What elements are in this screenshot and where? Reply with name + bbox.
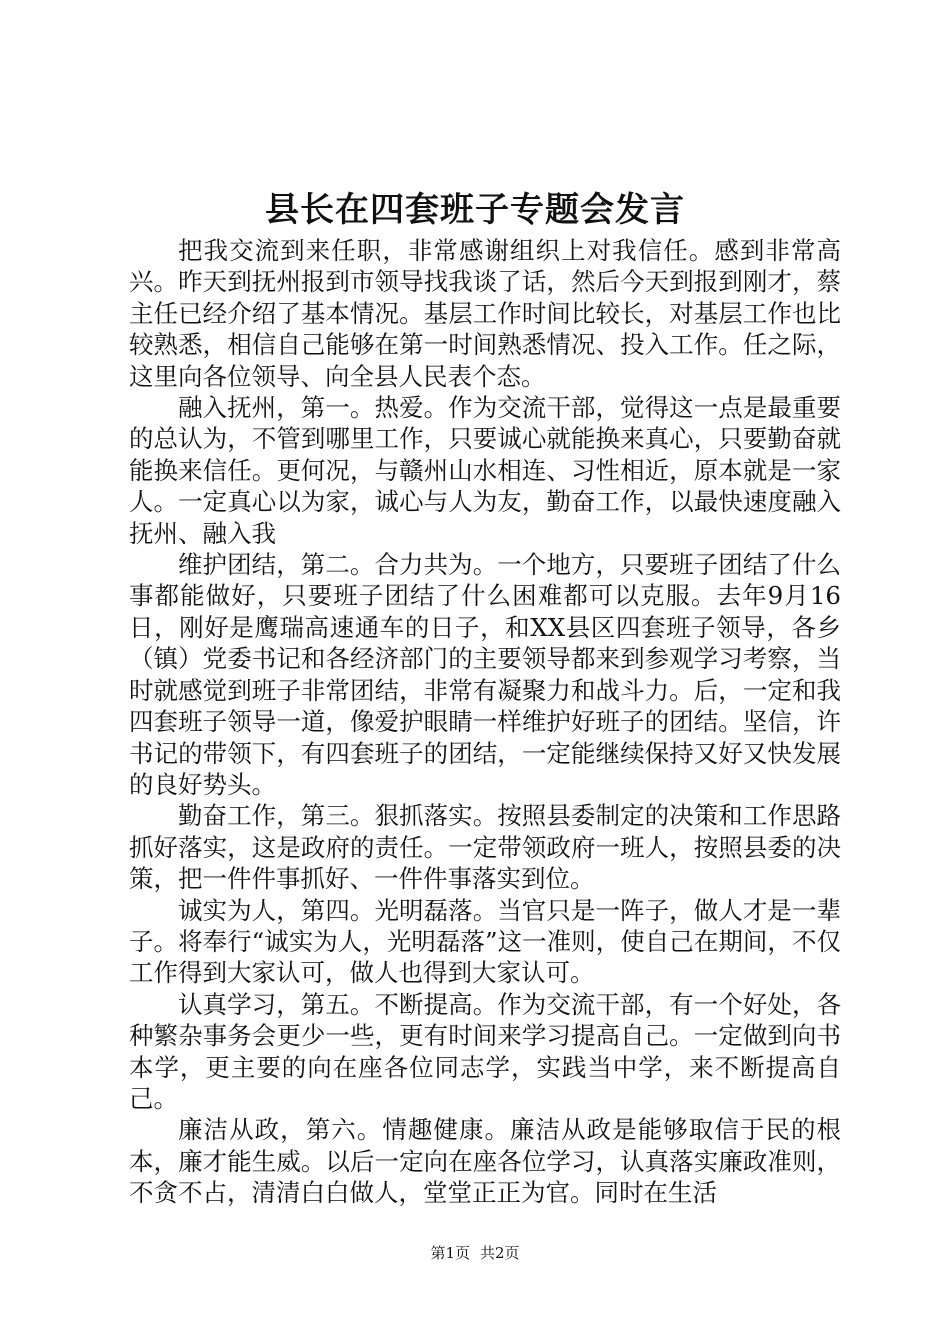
page-number-current: 第1页 [430,1244,470,1262]
page-footer [0,1243,950,1263]
paragraph: 诚实为人，第四。光明磊落。当官只是一阵子，做人才是一辈子。将奉行“诚实为人，光明磊落”这一准则，使自己在期间，不仅工作得到大家认可，做人也得到大家认可。 [129,895,841,988]
page-number-total: 共2页 [480,1244,520,1262]
paragraph: 把我交流到来任职，非常感谢组织上对我信任。感到非常高兴。昨天到抚州报到市领导找我谈了话，然后今天到报到刚才，蔡主任已经介绍了基本情况。基层工作时间比较长，对基层工作也比较熟悉，相信自己能够在第一时间熟悉情况、投入工作。任之际，这里向各位领导、向全县人民表个态。 [129,236,841,391]
paragraph: 融入抚州，第一。热爱。作为交流干部，觉得这一点是最重要的总认为，不管到哪里工作，只要诚心就能换来真心，只要勤奋就能换来信任。更何况，与赣州山水相连、习性相近，原本就是一家人。一定真心以为家，诚心与人为友，勤奋工作，以最快速度融入抚州、融入我 [129,393,841,548]
paragraph: 廉洁从政，第六。情趣健康。廉洁从政是能够取信于民的根本，廉才能生威。以后一定向在座各位学习，认真落实廉政准则，不贪不占，清清白白做人，堂堂正正为官。同时在生活 [129,1115,841,1208]
paragraph: 维护团结，第二。合力共为。一个地方，只要班子团结了什么事都能做好，只要班子团结了什么困难都可以克服。去年9月16日，刚好是鹰瑞高速通车的日子，和XX县区四套班子领导，各乡（镇）党委书记和各经济部门的主要领导都来到参观学习考察，当时就感觉到班子非常团结，非常有凝聚力和战斗力。后，一定和我四套班子领导一道，像爱护眼睛一样维护好班子的团结。坚信，许书记的带领下，有四套班子的团结，一定能继续保持又好又快发展的良好势头。 [129,550,841,799]
document-body [129,235,841,1209]
paragraph: 认真学习，第五。不断提高。作为交流干部，有一个好处，各种繁杂事务会更少一些，更有时间来学习提高自己。一定做到向书本学，更主要的向在座各位同志学，实践当中学，来不断提高自己。 [129,989,841,1113]
page-title: 县长在四套班子专题会发言 [265,190,685,230]
paragraph: 勤奋工作，第三。狠抓落实。按照县委制定的决策和工作思路抓好落实，这是政府的责任。一定带领政府一班人，按照县委的决策，把一件件事抓好、一件件事落实到位。 [129,801,841,894]
